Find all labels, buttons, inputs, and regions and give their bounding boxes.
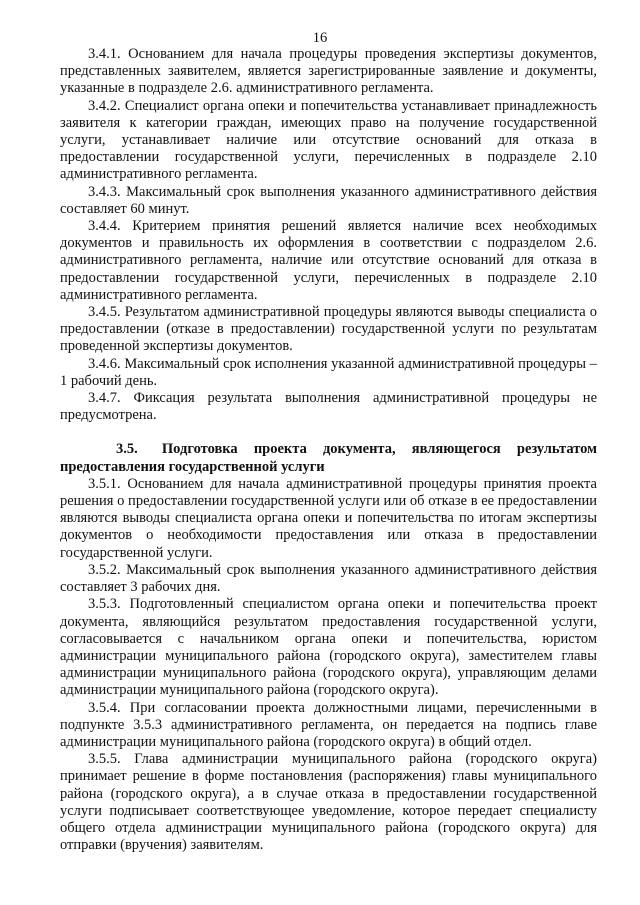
section-heading-3-5 <box>60 441 597 475</box>
paragraph-3-5-4: 3.5.4. При согласовании проекта должностными лицами, перечисленными в подпункте 3.5.3 административного регламента, он передается на подпись главе администрации муниципального района (городского округа) в общий отдел. <box>60 699 597 750</box>
section-number: 3.5. <box>116 441 138 458</box>
document-body <box>60 46 597 854</box>
section-title: Подготовка проекта документа, являющегося результатом предоставления государственной услуги <box>60 441 597 475</box>
paragraph-3-4-2: 3.4.2. Специалист органа опеки и попечительства устанавливает принадлежность заявителя к категории граждан, имеющих право на получение государственной услуги, устанавливает наличие или отсутствие оснований для отказа в предоставлении государственной услуги, перечисленных в подразделе 2.10 административного регламента. <box>60 97 597 183</box>
paragraph-3-5-5: 3.5.5. Глава администрации муниципального района (городского округа) принимает решение в форме постановления (распоряжения) главы муниципального района (городского округа), а в случае отказа в предоставлении государственной услуги подписывает соответствующее уведомление, которое передает специалисту общего отдела администрации муниципального района (городского округа) для отправки (вручения) заявителям. <box>60 751 597 854</box>
paragraph-3-5-3: 3.5.3. Подготовленный специалистом органа опеки и попечительства проект документа, являющийся результатом предоставления государственной услуги, согласовывается с начальником органа опеки и попечительства, юристом администрации муниципального района (городского округа), заместителем главы администрации муниципального района (городского округа), управляющим делами администрации муниципального района (городского округа). <box>60 596 597 699</box>
paragraph-3-4-5: 3.4.5. Результатом административной процедуры являются выводы специалиста о предоставлении (отказе в предоставлении) государственной услуги по результатам проведенной экспертизы документов. <box>60 304 597 355</box>
paragraph-3-4-3: 3.4.3. Максимальный срок выполнения указанного административного действия составляет 60 минут. <box>60 183 597 217</box>
paragraph-3-4-7: 3.4.7. Фиксация результата выполнения административной процедуры не предусмотрена. <box>60 390 597 424</box>
paragraph-3-5-1: 3.5.1. Основанием для начала административной процедуры принятия проекта решения о предоставлении государственной услуги или об отказе в ее предоставлении являются выводы специалиста органа опеки и попечительства по итогам экспертизы документов о необходимости предоставления или отказа в предоставлении государственной услуги. <box>60 475 597 561</box>
paragraph-3-4-4: 3.4.4. Критерием принятия решений является наличие всех необходимых документов и правильность их оформления в соответствии с подразделом 2.6. административного регламента, наличие или отсутствие оснований для отказа в предоставлении государственной услуги, перечисленных в подразделе 2.10 административного регламента. <box>60 218 597 303</box>
paragraph-3-4-1: 3.4.1. Основанием для начала процедуры проведения экспертизы документов, представленных заявителем, является зарегистрированные заявление и документы, указанные в подразделе 2.6. административного регламента. <box>60 46 597 97</box>
section-spacer <box>60 424 597 441</box>
paragraph-3-5-2: 3.5.2. Максимальный срок выполнения указанного административного действия составляет 3 рабочих дня. <box>60 561 597 596</box>
paragraph-3-4-6: 3.4.6. Максимальный срок исполнения указанной административной процедуры – 1 рабочий день. <box>60 355 597 389</box>
page-number: 16 <box>312 30 328 46</box>
